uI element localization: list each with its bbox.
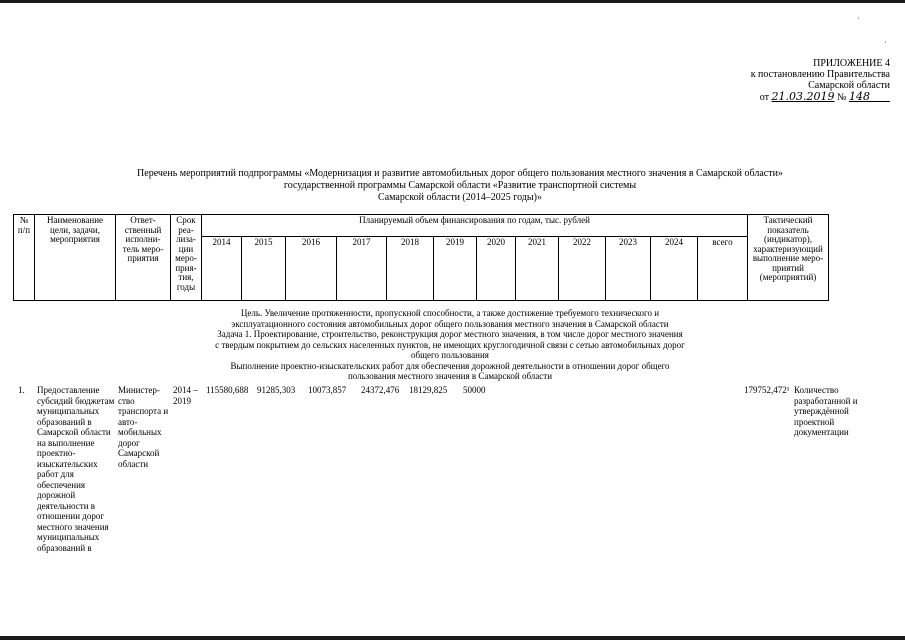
task-line: Задача 1. Проектирование, строительство, реконструкция дорог местного значения, в том числе дорог местного значения bbox=[217, 329, 683, 339]
appendix-date-line: от 21.03.2019 № 148 bbox=[759, 90, 870, 103]
header-indicator: Тактический показатель (индикатор), характеризующий выполнение меро-приятий (мероприятий) bbox=[748, 215, 829, 301]
header-name: Наименование цели, задачи, мероприятия bbox=[35, 215, 116, 301]
scan-bottom-edge bbox=[0, 636, 905, 640]
goal-line: Цель. Увеличение протяженности, пропускной способности, а также достижение требуемого технического и bbox=[240, 308, 660, 318]
row-value-2015: 91285,303 bbox=[257, 385, 296, 395]
header-year: 2018 bbox=[387, 237, 434, 301]
appendix-resolution: к постановлению Правительства bbox=[750, 69, 890, 80]
row-value-total: 179752,472¹ bbox=[744, 385, 790, 395]
scan-speck: · bbox=[884, 38, 887, 47]
header-year: 2015 bbox=[242, 237, 286, 301]
header-year: 2024 bbox=[651, 237, 698, 301]
header-year: 2023 bbox=[606, 237, 651, 301]
row-term: 2014 – 2019 bbox=[173, 385, 198, 406]
financing-table bbox=[13, 214, 829, 301]
appendix-title: ПРИЛОЖЕНИЕ 4 bbox=[813, 58, 890, 69]
appendix-block bbox=[700, 58, 890, 103]
header-year: 2020 bbox=[477, 237, 516, 301]
task-line: с твердым покрытием до сельских населенных пунктов, не имеющих круглогодичной связи с сетью автомобильных дорог bbox=[215, 339, 685, 350]
header-financing: Планируемый объем финансирования по годам, тыс. рублей bbox=[202, 215, 748, 237]
appendix-region: Самарской области bbox=[808, 80, 890, 91]
activity-heading: пользования местного значения в Самарской области bbox=[347, 371, 553, 381]
document-title: Перечень мероприятий подпрограммы «Модернизация и развитие автомобильных дорог общего пользования местного значения в Самарской области» государственной программы Самарской области «Развитие транспортной системы Самарской области (2014–2025 годы)» bbox=[137, 168, 783, 203]
scan-speck: · bbox=[857, 14, 860, 23]
row-num: 1. bbox=[18, 385, 25, 395]
row-value-2019: 50000 bbox=[463, 385, 486, 395]
row-value-2014: 115580,688 bbox=[206, 385, 249, 395]
header-year: 2016 bbox=[286, 237, 337, 301]
header-total: всего bbox=[698, 237, 748, 301]
row-executor: Министер-ство транспорта и авто-мобильных дорог Самарской области bbox=[118, 385, 169, 469]
goal-task-block bbox=[170, 308, 730, 382]
appendix-number: 148 bbox=[849, 90, 870, 103]
header-year: 2019 bbox=[434, 237, 477, 301]
row-value-2017: 24372,476 bbox=[361, 385, 400, 395]
row-indicator: Количество разработанной и утверждённой проектной документации bbox=[794, 385, 858, 437]
header-year: 2014 bbox=[202, 237, 242, 301]
goal-line: эксплуатационного состояния автомобильных дорог общего пользования местного значения в Самарской области bbox=[231, 318, 669, 329]
row-value-2018: 18129,825 bbox=[409, 385, 448, 395]
header-term: Срок реа-лиза-ции меро-прия-тия, годы bbox=[171, 215, 202, 301]
header-year: 2017 bbox=[337, 237, 387, 301]
activity-heading: Выполнение проектно-изыскательских работ для обеспечения дорожной деятельности в отношении дорог общего bbox=[230, 360, 670, 371]
row-value-2016: 10073,857 bbox=[308, 385, 347, 395]
header-num: № п/п bbox=[14, 215, 35, 301]
task-line: общего пользования bbox=[411, 350, 489, 360]
header-executor: Ответ-ственный исполни-тель меро-приятия bbox=[116, 215, 171, 301]
row-name: Предоставление субсидий бюджетам муниципальных образований в Самарской области на выполнение проектно-изыскательских работ для обеспечения дорожной деятельности в отношении дорог местного значения муниципальных образований в bbox=[37, 385, 115, 553]
scan-top-edge bbox=[0, 0, 905, 3]
header-year: 2022 bbox=[559, 237, 606, 301]
appendix-date: 21.03.2019 bbox=[771, 90, 835, 103]
header-year: 2021 bbox=[516, 237, 559, 301]
